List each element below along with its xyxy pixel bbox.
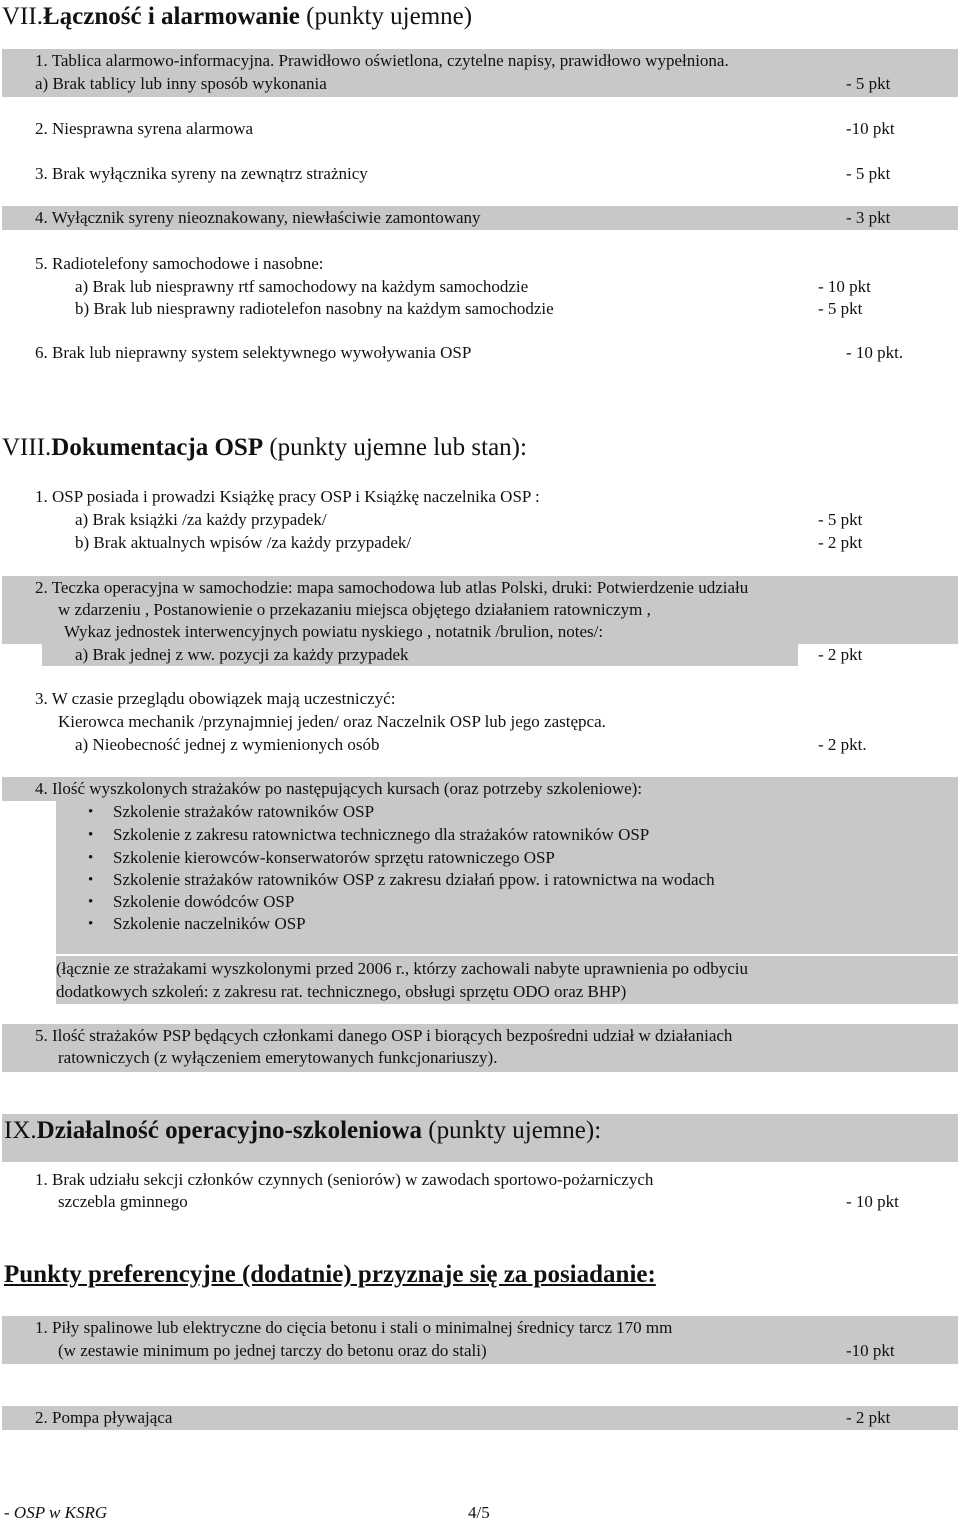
item-text: (w zestawie minimum po jednej tarczy do betonu oraz do stali) <box>58 1341 487 1360</box>
list-item: Szkolenie naczelników OSP <box>113 914 306 933</box>
points-value: - 2 pkt <box>818 645 863 664</box>
points-value: -10 pkt <box>846 1341 895 1360</box>
item-text: 1. Piły spalinowe lub elektryczne do cięcia betonu i stali o minimalnej średnicy tarcz 170 mm <box>35 1318 673 1337</box>
item-text: a) Brak jednej z ww. pozycji za każdy przypadek <box>75 645 409 664</box>
section-heading-vii <box>2 2 472 32</box>
points-value: -10 pkt <box>846 119 895 138</box>
points-value: - 5 pkt <box>818 510 863 529</box>
points-value: - 5 pkt <box>818 299 863 318</box>
section-number: VII. <box>2 3 43 30</box>
points-value: - 10 pkt. <box>846 343 904 362</box>
section-title: Łączność i alarmowanie <box>42 3 300 30</box>
item-text: Kierowca mechanik /przynajmniej jeden/ oraz Naczelnik OSP lub jego zastępca. <box>58 712 606 731</box>
points-value: - 2 pkt. <box>818 735 867 754</box>
note-text: (łącznie ze strażakami wyszkolonymi przed 2006 r., którzy zachowali nabyte uprawnienia po odbyciu <box>56 959 749 978</box>
item-text: a) Brak lub niesprawny rtf samochodowy na każdym samochodzie <box>75 277 529 296</box>
item-text: 1. Tablica alarmowo-informacyjna. Prawidłowo oświetlona, czytelne napisy, prawidłowo wypełniona. <box>35 51 729 70</box>
item-text: a) Nieobecność jednej z wymienionych osób <box>75 735 380 754</box>
section-number: VIII. <box>2 434 52 461</box>
item-text: 5. Radiotelefony samochodowe i nasobne: <box>35 254 324 273</box>
item-text: 6. Brak lub nieprawny system selektywnego wywoływania OSP <box>35 343 472 362</box>
item-text: 4. Ilość wyszkolonych strażaków po następujących kursach (oraz potrzeby szkoleniowe): <box>35 779 643 798</box>
preferential-heading: Punkty preferencyjne (dodatnie) przyznaje się za posiadanie: <box>4 1261 656 1288</box>
item-text: 4. Wyłącznik syreny nieoznakowany, niewłaściwie zamontowany <box>35 208 481 227</box>
list-item: Szkolenie kierowców-konserwatorów sprzętu ratowniczego OSP <box>113 848 555 867</box>
section-number: IX. <box>4 1117 37 1144</box>
section-subtitle: (punkty ujemne) <box>299 3 473 30</box>
list-item: Szkolenie z zakresu ratownictwa technicznego dla strażaków ratowników OSP <box>113 825 650 844</box>
item-text: b) Brak lub niesprawny radiotelefon nasobny na każdym samochodzie <box>75 299 554 318</box>
item-text: szczebla gminnego <box>58 1192 188 1211</box>
bullet-icon: • <box>88 916 94 932</box>
item-text: 2. Teczka operacyjna w samochodzie: mapa samochodowa lub atlas Polski, druki: Potwierdzenie udziału <box>35 578 749 597</box>
item-text: 2. Niesprawna syrena alarmowa <box>35 119 254 138</box>
page-number: 4/5 <box>468 1503 490 1522</box>
item-text: ratowniczych (z wyłączeniem emerytowanych funkcjonariuszy). <box>58 1048 498 1067</box>
item-text: w zdarzeniu , Postanowienie o przekazaniu miejsca objętego działaniem ratowniczym , <box>58 600 651 619</box>
section-subtitle: (punkty ujemne): <box>422 1117 602 1144</box>
bullet-icon: • <box>88 827 94 843</box>
points-value: - 2 pkt <box>846 1408 891 1427</box>
item-text: 2. Pompa pływająca <box>35 1408 173 1427</box>
points-value: - 5 pkt <box>846 164 891 183</box>
item-text: 3. Brak wyłącznika syreny na zewnątrz strażnicy <box>35 164 368 183</box>
section-heading-viii <box>2 433 527 463</box>
item-text: a) Brak tablicy lub inny sposób wykonania <box>35 74 327 93</box>
item-text: a) Brak książki /za każdy przypadek/ <box>75 510 327 529</box>
item-text: 1. Brak udziału sekcji członków czynnych (seniorów) w zawodach sportowo-pożarniczych <box>35 1170 654 1189</box>
footer-label: - OSP w KSRG <box>4 1503 108 1522</box>
bullet-icon: • <box>88 850 94 866</box>
bullet-icon: • <box>88 804 94 820</box>
points-value: - 2 pkt <box>818 533 863 552</box>
list-item: Szkolenie strażaków ratowników OSP z zakresu działań ppow. i ratownictwa na wodach <box>113 870 715 889</box>
section-subtitle: (punkty ujemne lub stan): <box>263 434 527 461</box>
section-title: Działalność operacyjno-szkoleniowa <box>36 1117 423 1144</box>
bullet-icon: • <box>88 872 94 888</box>
item-text: b) Brak aktualnych wpisów /za każdy przypadek/ <box>75 533 412 552</box>
bullet-icon: • <box>88 894 94 910</box>
note-text: dodatkowych szkoleń: z zakresu rat. technicznego, obsługi sprzętu ODO oraz BHP) <box>56 982 627 1001</box>
item-text: 5. Ilość strażaków PSP będących członkami danego OSP i biorących bezpośredni udział w działaniach <box>35 1026 733 1045</box>
item-text: 1. OSP posiada i prowadzi Książkę pracy OSP i Książkę naczelnika OSP : <box>35 487 540 506</box>
section-heading-ix <box>4 1116 601 1146</box>
item-text: Wykaz jednostek interwencyjnych powiatu nyskiego , notatnik /brulion, notes/: <box>64 622 604 641</box>
points-value: - 5 pkt <box>846 74 891 93</box>
points-value: - 10 pkt <box>846 1192 899 1211</box>
list-item: Szkolenie dowódców OSP <box>113 892 295 911</box>
points-value: - 3 pkt <box>846 208 891 227</box>
item-text: 3. W czasie przeglądu obowiązek mają uczestniczyć: <box>35 689 396 708</box>
points-value: - 10 pkt <box>818 277 871 296</box>
list-item: Szkolenie strażaków ratowników OSP <box>113 802 375 821</box>
section-title: Dokumentacja OSP <box>51 434 264 461</box>
